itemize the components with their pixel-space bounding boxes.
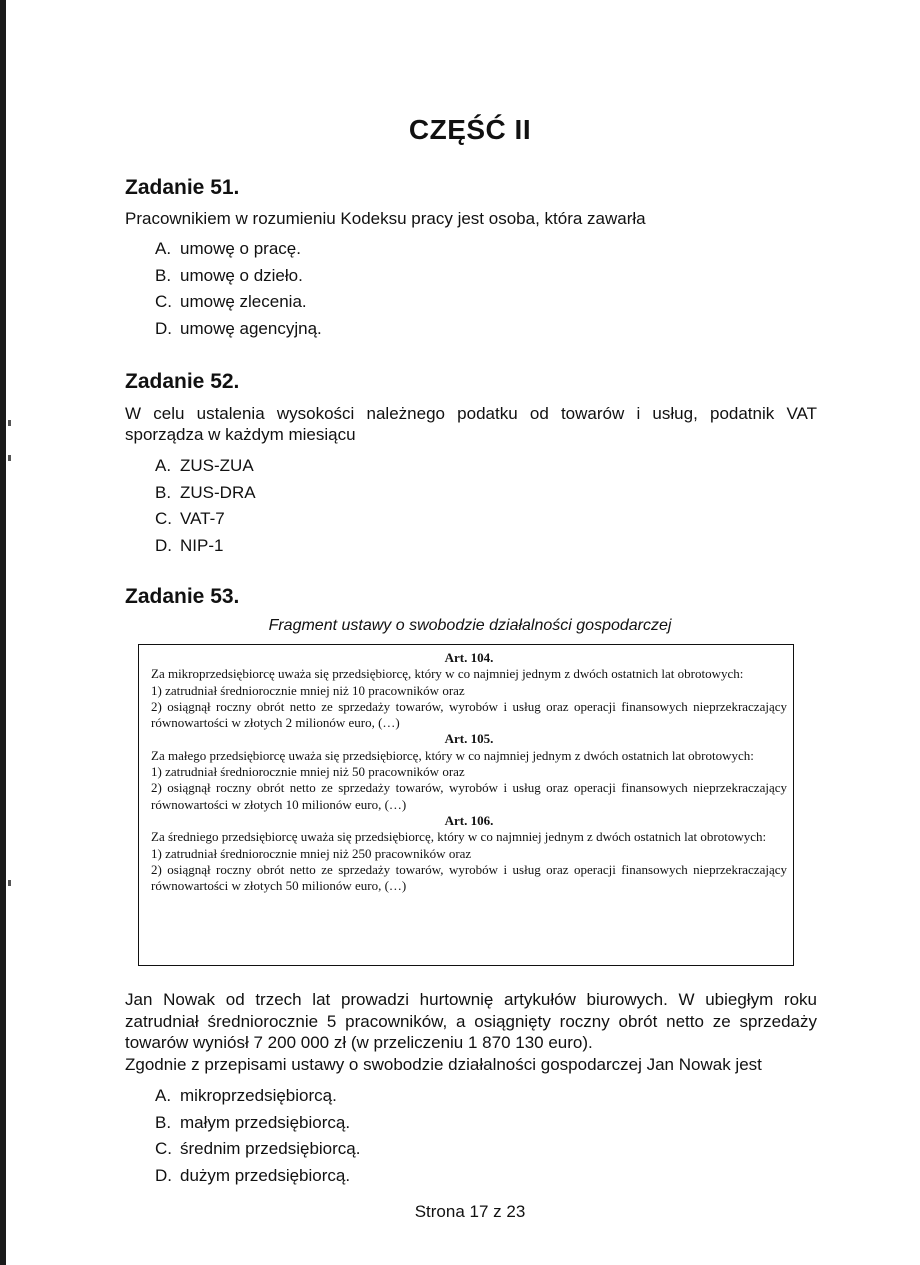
option-text: ZUS-ZUA xyxy=(180,456,254,475)
option-c[interactable] xyxy=(155,1136,360,1163)
task-53-question: Zgodnie z przepisami ustawy o swobodzie działalności gospodarczej Jan Nowak jest xyxy=(125,1054,762,1074)
article-intro: Za średniego przedsiębiorcę uważa się przedsiębiorcę, który w co najmniej jednym z dwóch ostatnich lat obrotowych: xyxy=(151,829,767,845)
option-letter: C. xyxy=(155,292,172,311)
task-52-options xyxy=(155,453,256,559)
option-c[interactable] xyxy=(155,506,256,533)
article-point: 2) osiągnął roczny obrót netto ze sprzedaży towarów, wyrobów i usług oraz operacji finansowych nieprzekraczający równowartości w złotych 10 milionów euro, (…) xyxy=(151,780,787,812)
option-text: NIP-1 xyxy=(180,535,224,555)
part-title: CZĘŚĆ II xyxy=(408,114,532,145)
option-letter: A. xyxy=(155,1086,172,1105)
article-intro: Za mikroprzedsiębiorcę uważa się przedsiębiorcę, który w co najmniej jednym z dwóch ostatnich lat obrotowych: xyxy=(151,666,744,682)
article-point: 2) osiągnął roczny obrót netto ze sprzedaży towarów, wyrobów i usług oraz operacji finansowych nieprzekraczający równowartości w złotych 2 milionów euro, (…) xyxy=(151,698,787,731)
article-heading: Art. 105. xyxy=(444,731,494,747)
option-text: ZUS-DRA xyxy=(180,482,256,502)
option-d[interactable] xyxy=(155,533,256,560)
option-b[interactable] xyxy=(155,1110,360,1137)
option-letter: B. xyxy=(155,1112,172,1132)
article-point: 2) osiągnął roczny obrót netto ze sprzedaży towarów, wyrobów i usług oraz operacji finansowych nieprzekraczający równowartości w złotych 50 milionów euro, (…) xyxy=(151,861,787,894)
law-excerpt-caption: Fragment ustawy o swobodzie działalności gospodarczej xyxy=(268,617,672,634)
option-letter: B. xyxy=(155,265,172,285)
option-letter: D. xyxy=(155,535,172,555)
option-letter: D. xyxy=(155,318,172,338)
task-53-scenario xyxy=(125,989,817,1075)
option-text: średnim przedsiębiorcą. xyxy=(180,1139,361,1158)
option-a[interactable] xyxy=(155,236,322,263)
option-letter: B. xyxy=(155,482,172,502)
option-letter: A. xyxy=(155,239,172,258)
option-text: umowę zlecenia. xyxy=(180,292,307,311)
scenario-text: Jan Nowak od trzech lat prowadzi hurtownię artykułów biurowych. W ubiegłym roku zatrudniał średniorocznie 5 pracowników, a osiągnięty roczny obrót netto ze sprzedaży towarów wyniósł 7 200 000 zł (w przeliczeniu 1 870 130 euro). xyxy=(125,990,817,1052)
article-point: 1) zatrudniał średniorocznie mniej niż 250 pracowników oraz xyxy=(151,845,472,861)
article-point: 1) zatrudniał średniorocznie mniej niż 50 pracowników oraz xyxy=(151,764,465,780)
option-d[interactable] xyxy=(155,316,322,343)
option-text: mikroprzedsiębiorcą. xyxy=(180,1086,337,1105)
option-b[interactable] xyxy=(155,480,256,507)
option-letter: A. xyxy=(155,456,172,475)
task-51-question: Pracownikiem w rozumieniu Kodeksu pracy jest osoba, która zawarła xyxy=(125,209,646,228)
task-52-title: Zadanie 52. xyxy=(125,370,240,393)
option-c[interactable] xyxy=(155,289,322,316)
task-51-title: Zadanie 51. xyxy=(125,176,240,199)
option-text: VAT-7 xyxy=(180,509,225,528)
task-52-question: W celu ustalenia wysokości należnego podatku od towarów i usług, podatnik VAT sporządza w każdym miesiącu xyxy=(125,404,817,444)
option-text: umowę agencyjną. xyxy=(180,318,322,338)
option-text: dużym przedsiębiorcą. xyxy=(180,1165,351,1185)
page-footer: Strona 17 z 23 xyxy=(414,1202,526,1221)
task-53-title: Zadanie 53. xyxy=(125,585,240,608)
option-letter: D. xyxy=(155,1165,172,1185)
option-letter: C. xyxy=(155,509,172,528)
option-text: umowę o dzieło. xyxy=(180,265,303,285)
article-heading: Art. 104. xyxy=(444,650,494,665)
law-excerpt-box xyxy=(138,644,794,966)
article-intro: Za małego przedsiębiorcę uważa się przedsiębiorcę, który w co najmniej jednym z dwóch ostatnich lat obrotowych: xyxy=(151,747,754,763)
option-text: małym przedsiębiorcą. xyxy=(180,1112,351,1132)
option-text: umowę o pracę. xyxy=(180,239,301,258)
option-b[interactable] xyxy=(155,263,322,290)
option-a[interactable] xyxy=(155,1083,360,1110)
option-letter: C. xyxy=(155,1139,172,1158)
task-51-options xyxy=(155,236,322,342)
option-a[interactable] xyxy=(155,453,256,480)
article-point: 1) zatrudniał średniorocznie mniej niż 10 pracowników oraz xyxy=(151,682,465,698)
option-d[interactable] xyxy=(155,1163,360,1190)
task-53-options xyxy=(155,1083,360,1189)
article-heading: Art. 106. xyxy=(444,812,494,828)
